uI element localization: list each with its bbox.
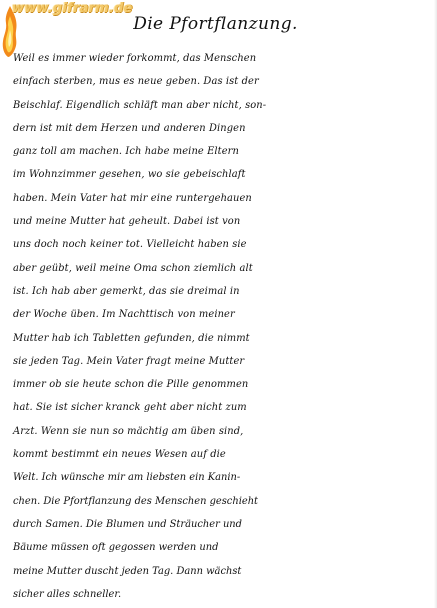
page-title-text: Die Pfortflanzung.: [133, 14, 298, 34]
text-line: Weil es immer wieder forkommt, das Menschen: [13, 53, 257, 64]
text-line: im Wohnzimmer gesehen, wo sie gebeischlaft: [13, 169, 246, 181]
text-line: dern ist mit dem Herzen und anderen Dingen: [13, 122, 246, 134]
text-line: hat. Sie ist sicher kranck geht aber nicht zum: [13, 402, 247, 414]
text-line: und meine Mutter hat geheult. Dabei ist von: [13, 216, 241, 228]
text-line: Welt. Ich wünsche mir am liebsten ein Kanin-: [13, 472, 241, 484]
text-line: sicher alles schneller.: [13, 588, 122, 600]
text-line: ganz toll am machen. Ich habe meine Eltern: [13, 146, 239, 158]
text-line: ist. Ich hab aber gemerkt, das sie dreimal in: [13, 285, 240, 297]
text-line: Bäume müssen oft gegossen werden und: [13, 542, 219, 554]
handwritten-text-body: [13, 47, 433, 606]
text-line: kommt bestimmt ein neues Wesen auf die: [13, 449, 226, 461]
text-line: meine Mutter duscht jeden Tag. Dann wächst: [13, 565, 242, 577]
text-line: Beischlaf. Eigendlich schläft man aber nicht, son-: [13, 99, 267, 111]
text-line: aber geübt, weil meine Oma schon ziemlich alt: [13, 262, 253, 274]
text-line: immer ob sie heute schon die Pille genommen: [13, 379, 249, 391]
text-line: sie jeden Tag. Mein Vater fragt meine Mutter: [13, 355, 245, 367]
watermark-text: www.gifrarm.de: [12, 1, 133, 16]
text-line: Arzt. Wenn sie nun so mächtig am üben sind,: [13, 425, 244, 437]
text-line: durch Samen. Die Blumen und Sträucher und: [13, 518, 242, 530]
text-line: der Woche üben. Im Nachttisch von meiner: [13, 309, 235, 321]
text-line: chen. Die Pfortflanzung des Menschen geschieht: [13, 495, 259, 507]
page-title: [0, 14, 437, 34]
text-line: einfach sterben, mus es neue geben. Das ist der: [13, 76, 259, 88]
text-line: Mutter hab ich Tabletten gefunden, die nimmt: [13, 332, 250, 344]
text-line: uns doch noch keiner tot. Vielleicht haben sie: [13, 239, 247, 251]
text-line: haben. Mein Vater hat mir eine runtergehauen: [13, 192, 252, 204]
